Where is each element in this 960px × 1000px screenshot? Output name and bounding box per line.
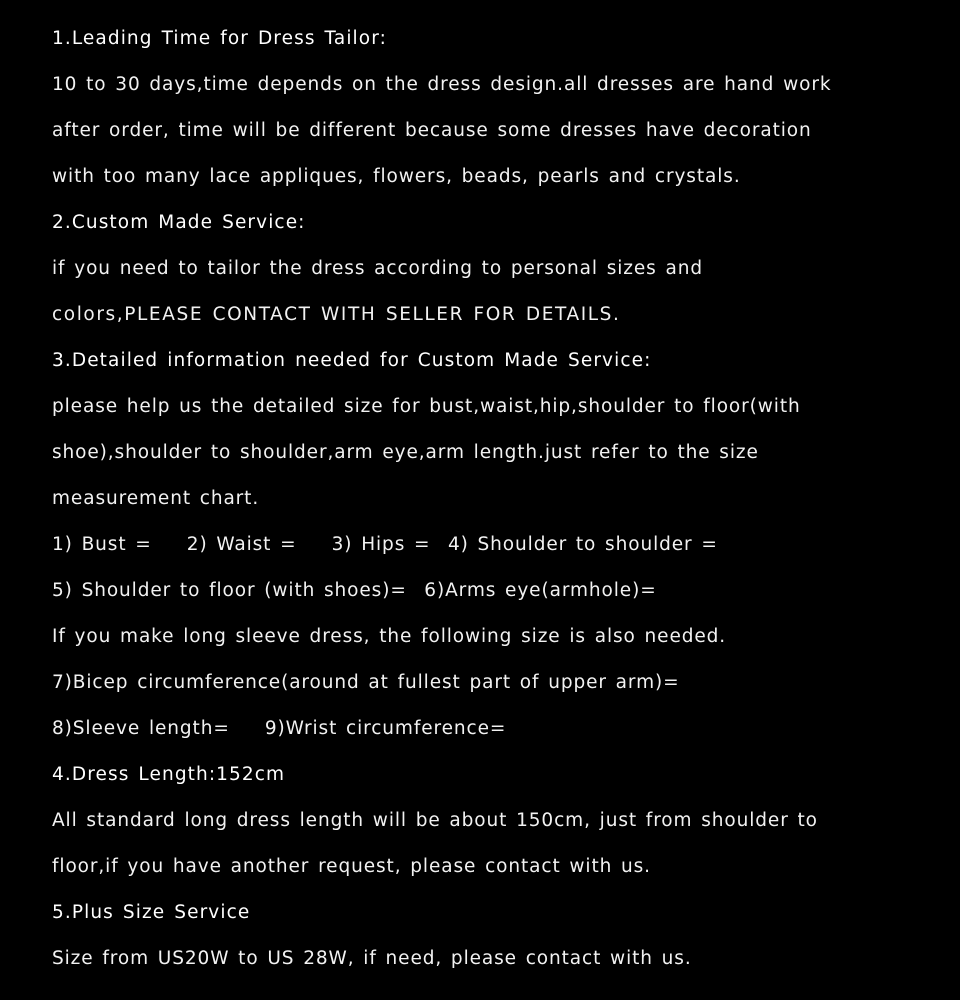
text-line-dress-length-1: All standard long dress length will be about 150cm, just from shoulder to (52, 810, 818, 831)
measurement-fields-row-4: 8)Sleeve length= 9)Wrist circumference= (52, 718, 507, 739)
text-line-detailed-info-1: please help us the detailed size for bust,waist,hip,shoulder to floor(with (52, 396, 801, 417)
section-heading-dress-length: 4.Dress Length:152cm (52, 764, 286, 785)
text-line-custom-made-1: if you need to tailor the dress according to personal sizes and (52, 258, 703, 279)
section-heading-custom-made-service: 2.Custom Made Service: (52, 212, 306, 233)
measurement-fields-row-3: 7)Bicep circumference(around at fullest part of upper arm)= (52, 672, 680, 693)
text-line-detailed-info-2: shoe),shoulder to shoulder,arm eye,arm length.just refer to the size (52, 442, 759, 463)
text-line-detailed-info-3: measurement chart. (52, 488, 260, 509)
section-heading-leading-time: 1.Leading Time for Dress Tailor: (52, 28, 387, 49)
text-line-custom-made-2: colors,PLEASE CONTACT WITH SELLER FOR DETAILS. (52, 304, 621, 325)
text-line-plus-size-1: Size from US20W to US 28W, if need, please contact with us. (52, 948, 692, 969)
section-heading-plus-size-service: 5.Plus Size Service (52, 902, 251, 923)
text-line-leading-time-3: with too many lace appliques, flowers, beads, pearls and crystals. (52, 166, 741, 187)
text-line-long-sleeve-note: If you make long sleeve dress, the following size is also needed. (52, 626, 727, 647)
text-line-dress-length-2: floor,if you have another request, please contact with us. (52, 856, 651, 877)
text-line-leading-time-1: 10 to 30 days,time depends on the dress design.all dresses are hand work (52, 74, 832, 95)
section-heading-detailed-information: 3.Detailed information needed for Custom Made Service: (52, 350, 652, 371)
text-line-leading-time-2: after order, time will be different because some dresses have decoration (52, 120, 812, 141)
measurement-fields-row-1: 1) Bust = 2) Waist = 3) Hips = 4) Shoulder to shoulder = (52, 534, 718, 555)
measurement-fields-row-2: 5) Shoulder to floor (with shoes)= 6)Arms eye(armhole)= (52, 580, 657, 601)
